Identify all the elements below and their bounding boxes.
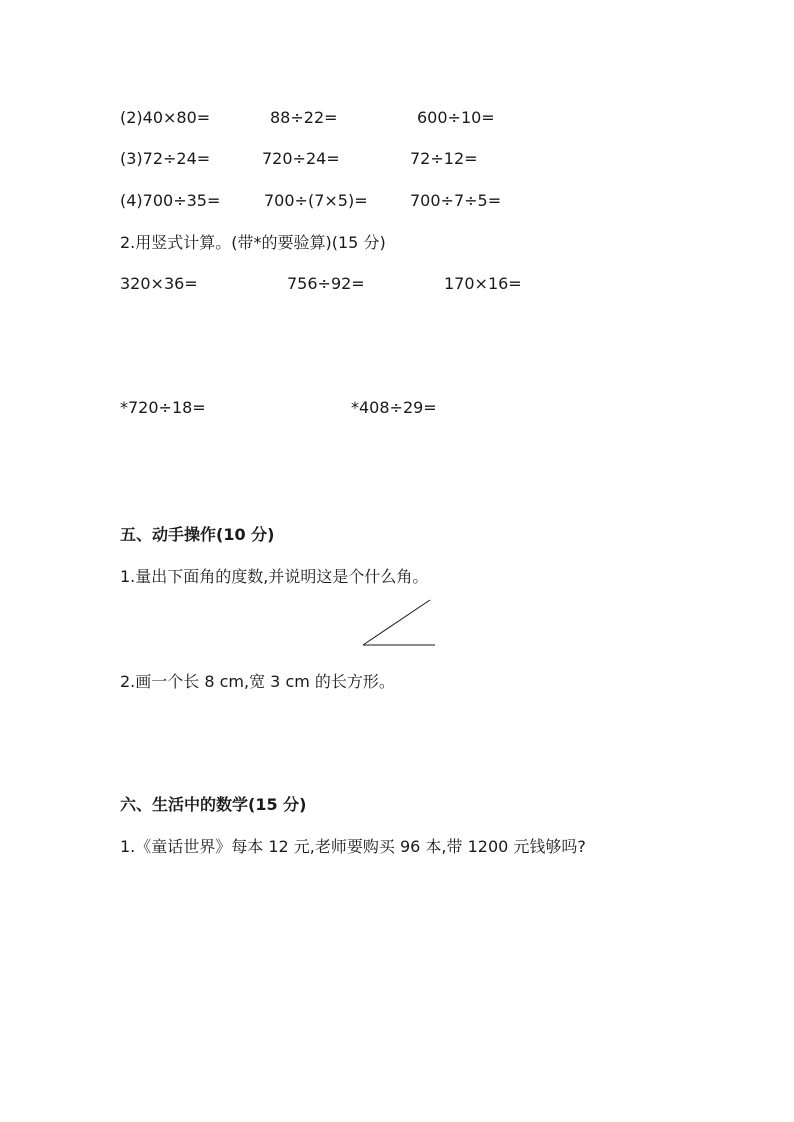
section5-question-1: 1.量出下面角的度数,并说明这是个什么角。 <box>120 567 429 586</box>
section5-question-2: 2.画一个长 8 cm,宽 3 cm 的长方形。 <box>120 672 395 691</box>
problem-2b: 88÷22= <box>270 108 338 127</box>
section5-heading: 五、动手操作(10 分) <box>120 525 275 544</box>
section6-question-1: 1.《童话世界》每本 12 元,老师要购买 96 本,带 1200 元钱够吗? <box>120 837 586 856</box>
section6-heading: 六、生活中的数学(15 分) <box>120 795 307 814</box>
vertical-problem-5: *408÷29= <box>351 398 437 417</box>
problem-3b: 720÷24= <box>262 149 340 168</box>
problem-3c: 72÷12= <box>410 149 478 168</box>
angle-upper-ray <box>363 600 430 645</box>
angle-figure <box>360 598 440 650</box>
vertical-problem-3: 170×16= <box>444 274 522 293</box>
problem-2a: (2)40×80= <box>120 108 211 127</box>
vertical-calc-title: 2.用竖式计算。(带*的要验算)(15 分) <box>120 233 386 252</box>
vertical-problem-4: *720÷18= <box>120 398 206 417</box>
vertical-problem-2: 756÷92= <box>287 274 365 293</box>
vertical-problem-1: 320×36= <box>120 274 198 293</box>
problem-4b: 700÷(7×5)= <box>264 191 368 210</box>
problem-4a: (4)700÷35= <box>120 191 221 210</box>
problem-4c: 700÷7÷5= <box>410 191 502 210</box>
problem-3a: (3)72÷24= <box>120 149 211 168</box>
problem-2c: 600÷10= <box>417 108 495 127</box>
